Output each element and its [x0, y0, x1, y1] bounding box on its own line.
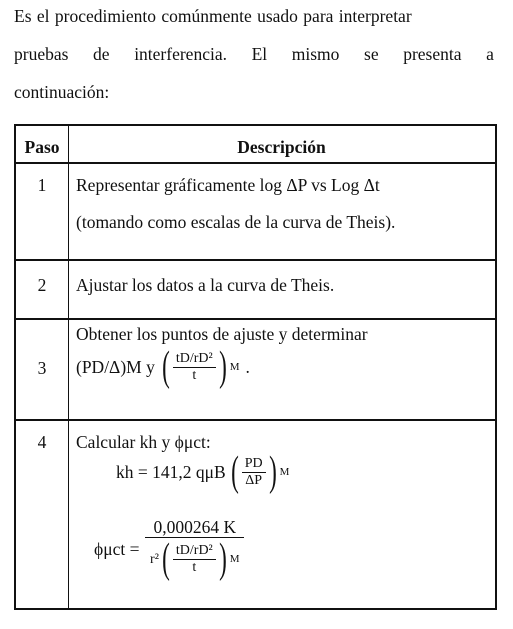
word: El — [251, 44, 268, 64]
phi-formula: ϕμct = 0,000264 K r² ( $\frac{\text{tD/rD²}}{t}$ ) M — [94, 518, 244, 580]
kh-formula: kh = 141,2 qμB ( $\frac{PD}{\Delta P}$ ) M — [116, 449, 290, 495]
word: pruebas — [14, 44, 69, 64]
intro-line-1: Es el procedimiento comúnmente usado para interpretar — [14, 6, 412, 26]
row-divider — [16, 419, 495, 421]
word: presenta — [403, 44, 462, 64]
row-divider — [16, 259, 495, 261]
word: de — [93, 44, 110, 64]
subscript: M — [229, 361, 240, 373]
word: a — [486, 44, 494, 64]
word: se — [364, 44, 379, 64]
row-2-line-1: Ajustar los datos a la curva de Theis. — [76, 275, 335, 295]
column-divider — [68, 126, 69, 608]
row-3-expression: (PD/Δ)M y ( $\frac{\text{tD/rD²}}{t}$ ) M . — [76, 344, 250, 390]
row-1-paso: 1 — [37, 175, 47, 195]
row-3-paso: 3 — [37, 358, 47, 378]
expr-prefix: (PD/Δ)M y — [76, 356, 155, 377]
fraction: $\frac{\text{tD/rD²}}{t}$ — [173, 351, 216, 383]
procedure-table — [14, 124, 497, 610]
intro-line-3: continuación: — [14, 82, 110, 102]
row-2-paso: 2 — [37, 275, 47, 295]
word: mismo — [291, 44, 340, 64]
row-4-paso: 4 — [37, 432, 47, 452]
header-paso: Paso — [24, 137, 60, 157]
row-4-line-1: Calcular kh y ϕμct: — [76, 432, 211, 452]
row-1-line-1: Representar gráficamente log ΔP vs Log Δt — [76, 175, 380, 195]
word: interferencia. — [134, 44, 227, 64]
intro-line-2 — [14, 44, 494, 65]
row-3-line-1: Obtener los puntos de ajuste y determinar — [76, 324, 368, 344]
row-divider — [16, 318, 495, 320]
row-divider — [16, 162, 495, 164]
row-1-line-2: (tomando como escalas de la curva de Theis). — [76, 212, 396, 232]
header-descripcion: Descripción — [237, 137, 326, 157]
